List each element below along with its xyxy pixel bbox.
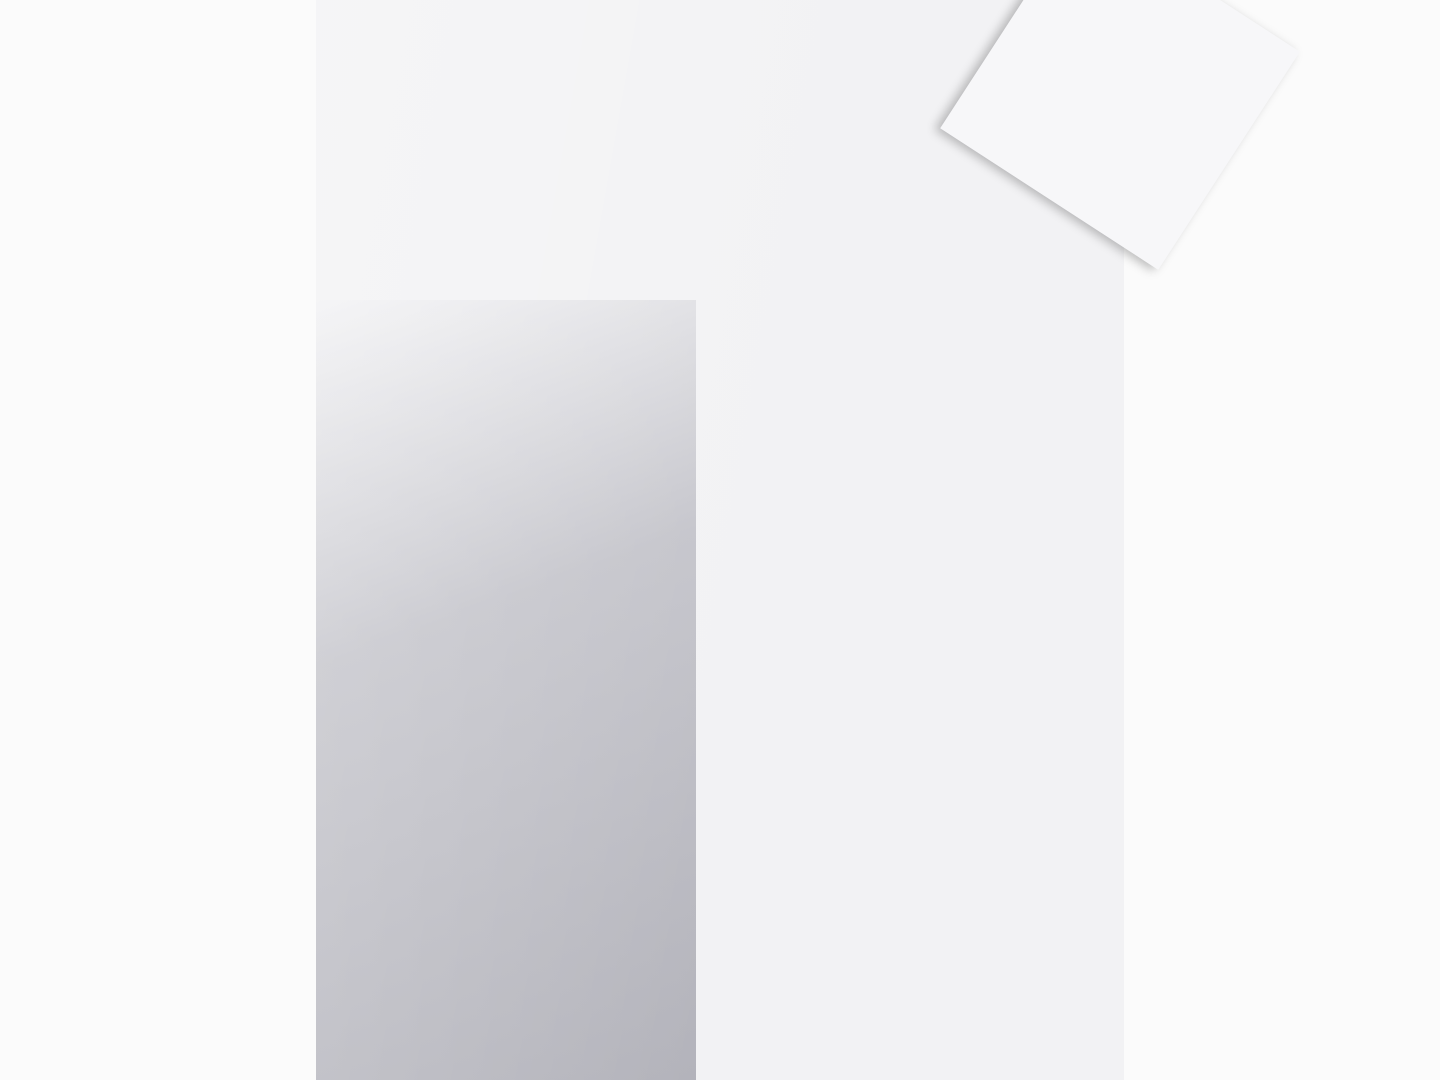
shadow-overlay bbox=[316, 300, 696, 1080]
background-left bbox=[0, 0, 316, 1080]
